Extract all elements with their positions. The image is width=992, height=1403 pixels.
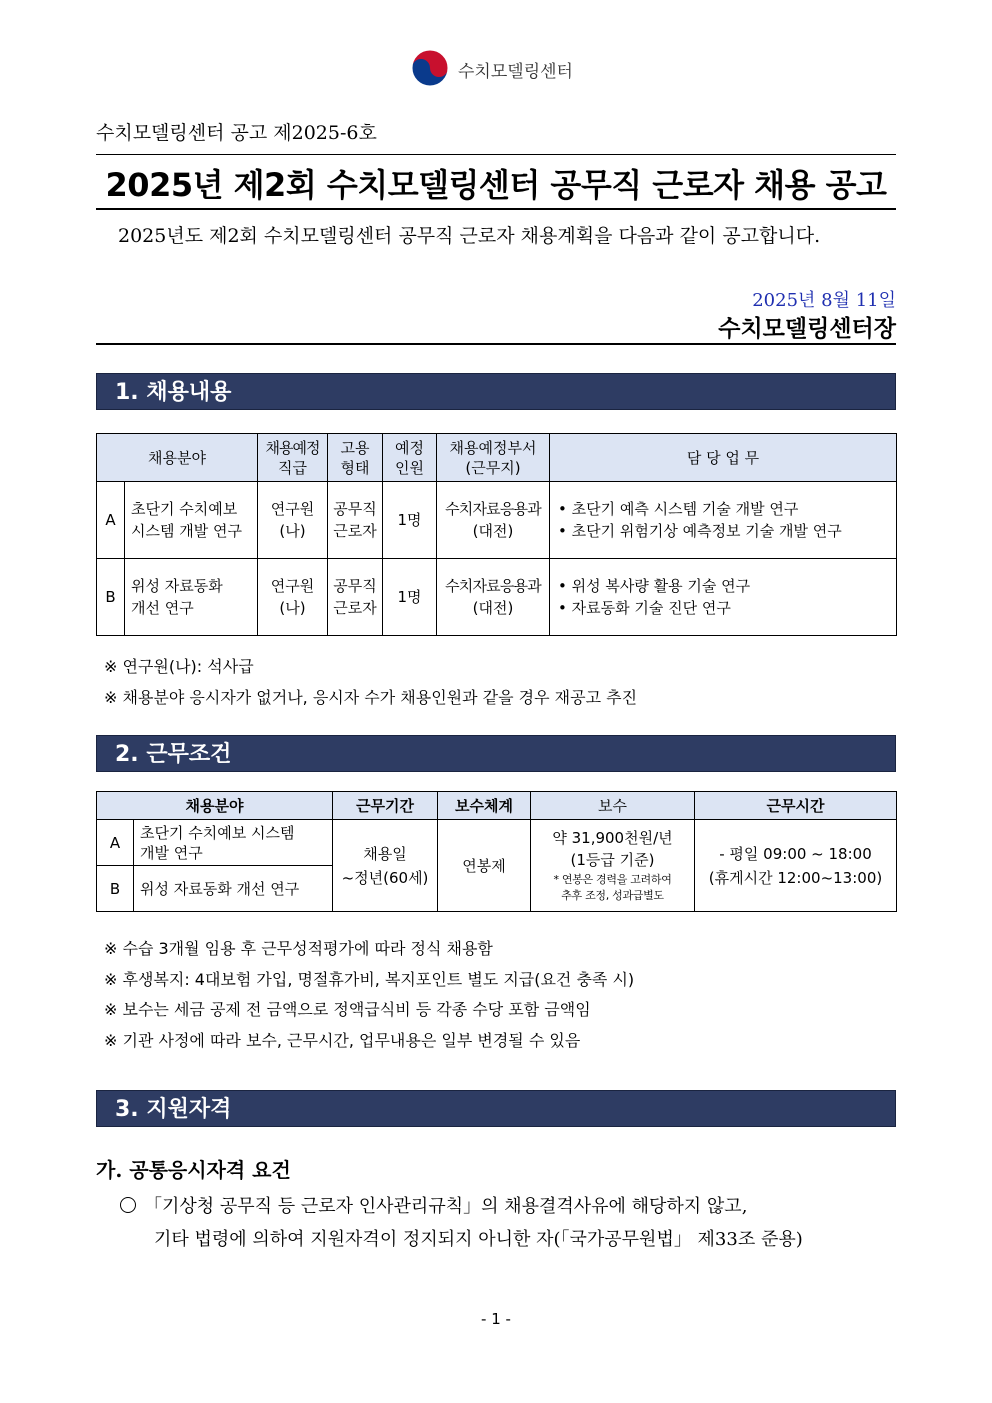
row-code: A bbox=[97, 820, 134, 866]
row-count: 1명 bbox=[383, 559, 437, 636]
header-type: 고용 형태 bbox=[328, 434, 383, 482]
row-code: A bbox=[97, 482, 125, 559]
header-count: 예정 인원 bbox=[383, 434, 437, 482]
row-grade: 연구원 (나) bbox=[258, 482, 328, 559]
logo-text: 수치모델링센터 bbox=[458, 62, 573, 82]
qualification-item: 「기상청 공무직 등 근로자 인사관리규칙」의 채용결격사유에 해당하지 않고, 기타 법령에 의하여 지원자격이 정지되지 아니한 자(「국가공무원법」 제33조 준용) bbox=[120, 1190, 896, 1256]
note: ※ 후생복지: 4대보험 가입, 명절휴가비, 복지포인트 별도 지급(요건 충족 시) bbox=[104, 970, 635, 989]
table-header-row bbox=[97, 792, 897, 820]
note: ※ 연구원(나): 석사급 bbox=[104, 657, 254, 676]
row-field: 위성 자료동화 개선 연구 bbox=[125, 559, 258, 636]
row-dept: 수치자료응용과 (대전) bbox=[437, 559, 550, 636]
row-duty: • 위성 복사량 활용 기술 연구 • 자료동화 기술 진단 연구 bbox=[550, 559, 897, 636]
header-grade: 채용예정 직급 bbox=[258, 434, 328, 482]
row-field: 위성 자료동화 개선 연구 bbox=[134, 866, 333, 912]
notice-date: 2025년 8월 11일 bbox=[752, 290, 896, 311]
header-field: 채용분야 bbox=[97, 434, 258, 482]
page-title: 2025년 제2회 수치모델링센터 공무직 근로자 채용 공고 bbox=[105, 166, 887, 204]
header-dept: 채용예정부서 (근무지) bbox=[437, 434, 550, 482]
header-hours: 근무시간 bbox=[695, 792, 897, 820]
note: ※ 보수는 세금 공제 전 금액으로 정액급식비 등 각종 수당 포함 금액임 bbox=[104, 1000, 591, 1019]
row-code: B bbox=[97, 559, 125, 636]
header-logo bbox=[410, 48, 610, 88]
divider bbox=[96, 208, 896, 210]
divider bbox=[96, 154, 896, 155]
table-row bbox=[97, 820, 897, 866]
signer: 수치모델링센터장 bbox=[718, 315, 896, 342]
section-heading-1: 1. 채용내용 bbox=[96, 373, 896, 410]
work-hours: - 평일 09:00 ~ 18:00 (휴게시간 12:00~13:00) bbox=[695, 820, 897, 912]
header-pay-system: 보수체계 bbox=[438, 792, 531, 820]
circle-bullet-icon bbox=[120, 1197, 136, 1213]
header-duty: 담 당 업 무 bbox=[550, 434, 897, 482]
row-field: 초단기 수치예보 시스템 개발 연구 bbox=[134, 820, 333, 866]
row-duty: • 초단기 예측 시스템 기술 개발 연구 • 초단기 위험기상 예측정보 기술 개발 연구 bbox=[550, 482, 897, 559]
row-type: 공무직 근로자 bbox=[328, 559, 383, 636]
header-pay: 보수 bbox=[531, 792, 695, 820]
recruitment-table bbox=[96, 433, 897, 636]
note: ※ 채용분야 응시자가 없거나, 응시자 수가 채용인원과 같을 경우 재공고 추진 bbox=[104, 688, 638, 707]
pay-amount: 약 31,900천원/년 (1등급 기준) * 연봉은 경력을 고려하여 추후 조정, 성과급별도 bbox=[531, 820, 695, 912]
note: ※ 기관 사정에 따라 보수, 근무시간, 업무내용은 일부 변경될 수 있음 bbox=[104, 1031, 581, 1050]
row-dept: 수치자료응용과 (대전) bbox=[437, 482, 550, 559]
note: ※ 수습 3개월 임용 후 근무성적평가에 따라 정식 채용함 bbox=[104, 939, 493, 958]
row-grade: 연구원 (나) bbox=[258, 559, 328, 636]
pay-system: 연봉제 bbox=[438, 820, 531, 912]
row-count: 1명 bbox=[383, 482, 437, 559]
header-field: 채용분야 bbox=[97, 792, 333, 820]
row-code: B bbox=[97, 866, 134, 912]
taegeuk-logo-icon bbox=[410, 48, 450, 88]
work-period: 채용일 ~정년(60세) bbox=[333, 820, 438, 912]
section-heading-2: 2. 근무조건 bbox=[96, 735, 896, 772]
table-row bbox=[97, 559, 897, 636]
table-header-row bbox=[97, 434, 897, 482]
work-conditions-table bbox=[96, 791, 897, 912]
table-row bbox=[97, 482, 897, 559]
page-number: - 1 - bbox=[481, 1310, 511, 1328]
divider bbox=[96, 343, 896, 345]
section-heading-3: 3. 지원자격 bbox=[96, 1090, 896, 1127]
row-field: 초단기 수치예보 시스템 개발 연구 bbox=[125, 482, 258, 559]
row-type: 공무직 근로자 bbox=[328, 482, 383, 559]
intro-paragraph: 2025년도 제2회 수치모델링센터 공무직 근로자 채용계획을 다음과 같이 공고합니다. bbox=[118, 225, 821, 247]
subsection-heading: 가. 공통응시자격 요건 bbox=[96, 1158, 291, 1182]
header-period: 근무기간 bbox=[333, 792, 438, 820]
notice-number: 수치모델링센터 공고 제2025-6호 bbox=[96, 122, 377, 144]
